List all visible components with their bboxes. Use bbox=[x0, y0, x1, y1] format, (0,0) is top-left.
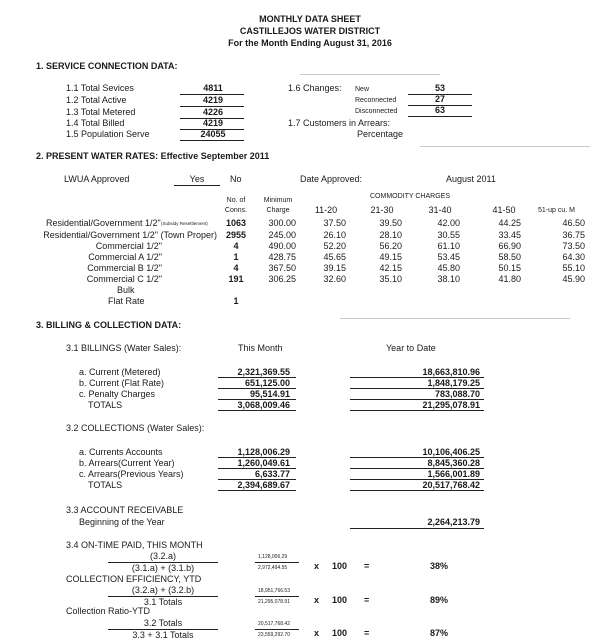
bracket-header: 51-up cu. M bbox=[538, 207, 575, 214]
col-header-no: No. of bbox=[226, 197, 246, 204]
rate-conns: 1 bbox=[233, 252, 239, 262]
rate-conns: 4 bbox=[233, 241, 239, 251]
rate-class-label: Flat Rate bbox=[108, 296, 145, 306]
underline bbox=[218, 377, 296, 378]
rate-11-20: 45.65 bbox=[323, 252, 346, 262]
underline bbox=[408, 94, 472, 95]
rate-conns: 4 bbox=[233, 263, 239, 273]
col-header-minimum: Minimum bbox=[263, 197, 293, 204]
rate-31-40: 42.00 bbox=[437, 218, 460, 228]
accounts-receivable-value: 2,264,213.79 bbox=[427, 517, 480, 527]
hundred: 100 bbox=[332, 628, 348, 638]
rate-51-up: 64.30 bbox=[562, 252, 585, 262]
underline bbox=[350, 479, 484, 480]
underline bbox=[180, 140, 244, 141]
rate-conns: 1 bbox=[233, 296, 239, 306]
this-month-heading: This Month bbox=[238, 343, 283, 353]
rate-21-30: 35.10 bbox=[379, 274, 402, 284]
formula-denominator-value: 2,972,494.55 bbox=[258, 565, 288, 571]
underline bbox=[218, 468, 296, 469]
underline bbox=[350, 410, 484, 411]
formula-denominator-value: 23,559,292.70 bbox=[258, 632, 290, 638]
rate-41-50: 66.90 bbox=[498, 241, 521, 251]
rate-class-label: Residential/Government 1/2" bbox=[46, 218, 161, 228]
formula-denominator-value: 21,295,078.91 bbox=[258, 599, 290, 605]
formula-numerator: 3.2 Totals bbox=[143, 618, 183, 628]
rate-31-40: 53.45 bbox=[437, 252, 460, 262]
service-value: 4226 bbox=[202, 107, 224, 117]
accounts-receivable-label: 3.3 ACCOUNT RECEIVABLE bbox=[66, 505, 184, 515]
rate-class-label: Bulk bbox=[117, 285, 135, 295]
hundred: 100 bbox=[332, 595, 348, 605]
rate-minimum: 245.00 bbox=[268, 230, 296, 240]
bracket-header: 21-30 bbox=[370, 205, 394, 215]
rate-21-30: 49.15 bbox=[379, 252, 402, 262]
service-label: 1.3 Total Metered bbox=[66, 107, 136, 117]
underline bbox=[408, 116, 472, 117]
year-to-date-heading: Year to Date bbox=[386, 343, 436, 353]
underline bbox=[408, 105, 472, 106]
change-type: New bbox=[355, 86, 370, 93]
lwua-approved-label: LWUA Approved bbox=[64, 174, 130, 184]
billing-month: 651,125.00 bbox=[244, 378, 290, 388]
billing-label: TOTALS bbox=[88, 400, 123, 410]
collections-label: 3.2 COLLECTIONS (Water Sales): bbox=[66, 423, 205, 433]
lwua-no: No bbox=[230, 174, 242, 184]
lwua-yes: Yes bbox=[189, 174, 205, 184]
underline bbox=[180, 118, 244, 119]
service-value: 4219 bbox=[202, 95, 224, 105]
rate-11-20: 39.15 bbox=[323, 263, 346, 273]
section-2-heading: 2. PRESENT WATER RATES: Effective September 2011 bbox=[36, 151, 270, 161]
billing-label: a. Current (Metered) bbox=[79, 367, 161, 377]
rate-minimum: 306.25 bbox=[268, 274, 296, 284]
underline bbox=[218, 399, 296, 400]
collection-month: 1,260,049.61 bbox=[237, 458, 290, 468]
rate-minimum: 367.50 bbox=[268, 263, 296, 273]
underline bbox=[218, 388, 296, 389]
rate-51-up: 45.90 bbox=[562, 274, 585, 284]
rate-31-40: 45.80 bbox=[437, 263, 460, 273]
sheet-title: MONTHLY DATA SHEET bbox=[259, 14, 361, 24]
rate-51-up: 55.10 bbox=[562, 263, 585, 273]
service-label: 1.2 Total Active bbox=[66, 95, 127, 105]
billing-ytd: 783,088.70 bbox=[434, 389, 480, 399]
service-label: 1.5 Population Serve bbox=[66, 129, 150, 139]
bracket-header: 11-20 bbox=[314, 205, 338, 215]
report-period: For the Month Ending August 31, 2016 bbox=[228, 38, 392, 48]
underline bbox=[350, 468, 484, 469]
multiply-sign: x bbox=[314, 595, 320, 605]
formula-denominator: 3.3 + 3.1 Totals bbox=[132, 630, 194, 640]
bracket-header: 31-40 bbox=[428, 205, 452, 215]
rate-51-up: 36.75 bbox=[562, 230, 585, 240]
rate-conns: 1063 bbox=[225, 218, 247, 228]
rate-41-50: 50.15 bbox=[498, 263, 521, 273]
billing-label: b. Current (Flat Rate) bbox=[79, 378, 165, 388]
billing-ytd: 18,663,810.96 bbox=[422, 367, 480, 377]
rate-class-label: Commercial A 1/2" bbox=[88, 252, 162, 262]
collection-ytd: 8,845,360.28 bbox=[427, 458, 480, 468]
formula-numerator: (3.2.a) bbox=[149, 551, 176, 561]
collection-month: 1,128,006.29 bbox=[237, 447, 290, 457]
rate-51-up: 46.50 bbox=[562, 218, 585, 228]
col-header-charge: Charge bbox=[266, 207, 290, 214]
formula-numerator-value: 20,517,768.42 bbox=[258, 621, 290, 627]
rate-31-40: 30.55 bbox=[437, 230, 460, 240]
underline bbox=[180, 129, 244, 130]
formula-denominator: (3.1.a) + (3.1.b) bbox=[131, 563, 195, 573]
underline bbox=[218, 410, 296, 411]
section-1-heading: 1. SERVICE CONNECTION DATA: bbox=[36, 61, 178, 71]
billing-month-total: 3,068,009.46 bbox=[237, 400, 290, 410]
billing-ytd: 1,848,179.25 bbox=[427, 378, 480, 388]
rate-21-30: 39.50 bbox=[379, 218, 402, 228]
billing-month: 2,321,369.55 bbox=[237, 367, 290, 377]
billing-month: 95,514.91 bbox=[249, 389, 290, 399]
collection-ratio-label: Collection Ratio-YTD bbox=[66, 606, 151, 616]
rate-class-label: Commercial C 1/2" bbox=[86, 274, 162, 284]
underline bbox=[350, 528, 484, 529]
fraction-bar bbox=[255, 596, 299, 597]
collection-label: c. Arrears(Previous Years) bbox=[79, 469, 184, 479]
change-type: Disconnected bbox=[355, 108, 398, 115]
underline bbox=[180, 106, 244, 107]
multiply-sign: x bbox=[314, 628, 320, 638]
rate-31-40: 38.10 bbox=[437, 274, 460, 284]
collection-ratio-result: 87% bbox=[430, 628, 449, 638]
billings-label: 3.1 BILLINGS (Water Sales): bbox=[66, 343, 182, 353]
arrears-label: 1.7 Customers in Arrears: bbox=[288, 118, 391, 128]
scan-artifact bbox=[300, 74, 440, 75]
change-value: 53 bbox=[434, 83, 445, 93]
rate-class-label: Residential/Government 1/2" (Town Proper) bbox=[43, 230, 217, 240]
rate-class-note: (Subsidy Resettlement) bbox=[161, 221, 208, 226]
underline bbox=[350, 399, 484, 400]
district-name: CASTILLEJOS WATER DISTRICT bbox=[239, 26, 381, 36]
collection-ytd: 10,106,406.25 bbox=[422, 447, 480, 457]
formula-numerator-value: 18,951,766.53 bbox=[258, 588, 290, 594]
scan-artifact bbox=[340, 318, 570, 319]
equals-sign: = bbox=[364, 595, 370, 605]
underline bbox=[350, 377, 484, 378]
underline bbox=[174, 185, 220, 186]
rate-41-50: 44.25 bbox=[498, 218, 521, 228]
change-type: Reconnected bbox=[355, 97, 397, 104]
change-value: 63 bbox=[434, 105, 445, 115]
date-approved-value: August 2011 bbox=[446, 174, 496, 184]
rate-class-label: Commercial B 1/2" bbox=[87, 263, 162, 273]
collection-efficiency-result: 89% bbox=[430, 595, 449, 605]
accounts-receivable-sub: Beginning of the Year bbox=[79, 517, 165, 527]
service-value: 24055 bbox=[200, 129, 226, 139]
service-label: 1.1 Total Sevices bbox=[66, 83, 134, 93]
underline bbox=[350, 388, 484, 389]
rate-minimum: 428.75 bbox=[268, 252, 296, 262]
service-value: 4811 bbox=[203, 83, 223, 93]
rate-21-30: 56.20 bbox=[379, 241, 402, 251]
service-value: 4219 bbox=[202, 118, 224, 128]
equals-sign: = bbox=[364, 561, 370, 571]
billing-ytd-total: 21,295,078.91 bbox=[422, 400, 480, 410]
commodity-charges-heading: COMMODITY CHARGES bbox=[370, 193, 450, 200]
rate-41-50: 58.50 bbox=[498, 252, 521, 262]
section-3-heading: 3. BILLING & COLLECTION DATA: bbox=[36, 320, 182, 330]
percentage-label: Percentage bbox=[357, 129, 404, 139]
collection-ytd: 1,566,001.89 bbox=[427, 469, 480, 479]
rate-class-label: Commercial 1/2" bbox=[95, 241, 162, 251]
col-header-conns: Conns. bbox=[224, 207, 248, 214]
on-time-paid-result: 38% bbox=[430, 561, 449, 571]
date-approved-label: Date Approved: bbox=[300, 174, 363, 184]
rate-conns: 2955 bbox=[225, 230, 247, 240]
rate-11-20: 37.50 bbox=[323, 218, 346, 228]
rate-41-50: 33.45 bbox=[498, 230, 521, 240]
collection-label: TOTALS bbox=[88, 480, 123, 490]
on-time-paid-label: 3.4 ON-TIME PAID, THIS MONTH bbox=[66, 540, 203, 550]
change-value: 27 bbox=[434, 94, 445, 104]
rate-21-30: 42.15 bbox=[379, 263, 402, 273]
fraction-bar bbox=[255, 629, 299, 630]
billing-label: c. Penalty Charges bbox=[79, 389, 156, 399]
rate-51-up: 73.50 bbox=[562, 241, 585, 251]
rate-11-20: 26.10 bbox=[323, 230, 346, 240]
underline bbox=[350, 490, 484, 491]
underline bbox=[218, 457, 296, 458]
rate-minimum: 300.00 bbox=[268, 218, 296, 228]
bracket-header: 41-50 bbox=[492, 205, 516, 215]
rate-11-20: 52.20 bbox=[323, 241, 346, 251]
rate-minimum: 490.00 bbox=[268, 241, 296, 251]
rate-11-20: 32.60 bbox=[323, 274, 346, 284]
rate-31-40: 61.10 bbox=[437, 241, 460, 251]
collection-ytd-total: 20,517,768.42 bbox=[422, 480, 480, 490]
collection-label: a. Currents Accounts bbox=[79, 447, 163, 457]
underline bbox=[218, 479, 296, 480]
formula-numerator-value: 1,128,006.29 bbox=[258, 554, 288, 560]
equals-sign: = bbox=[364, 628, 370, 638]
rate-21-30: 28.10 bbox=[379, 230, 402, 240]
rate-conns: 191 bbox=[228, 274, 244, 284]
collection-efficiency-label: COLLECTION EFFICIENCY, YTD bbox=[66, 574, 202, 584]
formula-numerator: (3.2.a) + (3.2.b) bbox=[131, 585, 195, 595]
scan-artifact bbox=[420, 146, 590, 147]
formula-denominator: 3.1 Totals bbox=[143, 597, 183, 607]
hundred: 100 bbox=[332, 561, 348, 571]
multiply-sign: x bbox=[314, 561, 320, 571]
collection-month-total: 2,394,689.67 bbox=[237, 480, 290, 490]
fraction-bar bbox=[255, 562, 299, 563]
rate-41-50: 41.80 bbox=[498, 274, 521, 284]
collection-label: b. Arrears(Current Year) bbox=[79, 458, 175, 468]
changes-label: 1.6 Changes: bbox=[288, 83, 342, 93]
underline bbox=[218, 490, 296, 491]
service-label: 1.4 Total Billed bbox=[66, 118, 125, 128]
underline bbox=[180, 94, 244, 95]
underline bbox=[350, 457, 484, 458]
collection-month: 6,633.77 bbox=[254, 469, 290, 479]
